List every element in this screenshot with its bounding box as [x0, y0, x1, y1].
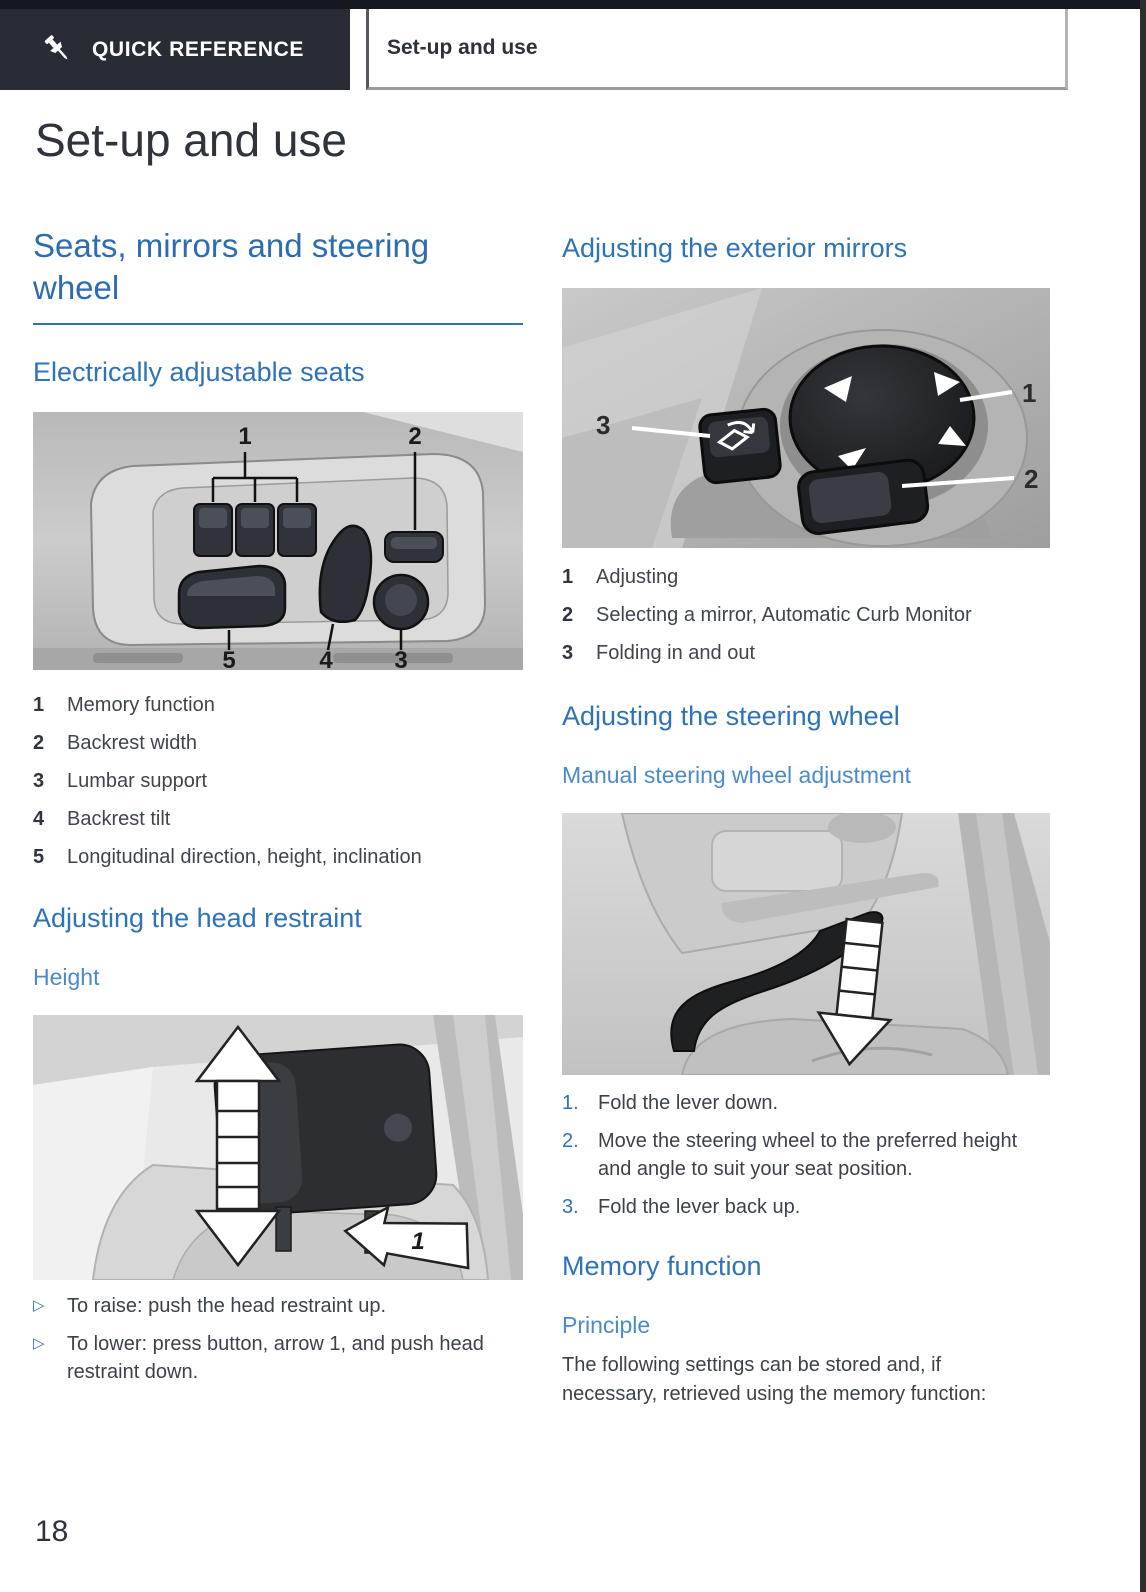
legend-number: 3 — [33, 770, 45, 792]
chapter-tab-label: Set-up and use — [387, 36, 538, 59]
mirror-controls-legend — [562, 566, 1050, 665]
step-number: 1. — [562, 1092, 579, 1114]
legend-item — [33, 732, 523, 755]
step-item — [562, 1089, 1050, 1117]
head-restraint-instructions — [33, 1292, 523, 1386]
legend-item — [33, 846, 523, 869]
page-number: 18 — [35, 1515, 69, 1548]
legend-item — [562, 566, 1050, 589]
step-text: Fold the lever back up. — [598, 1196, 801, 1218]
heading-manual-steering-wheel-adjustment: Manual steering wheel adjustment — [562, 762, 912, 788]
seat-controls-legend — [33, 694, 523, 869]
section-rule — [33, 323, 523, 325]
legend-text: Backrest tilt — [67, 808, 171, 830]
legend-text: Selecting a mirror, Automatic Curb Monitor — [596, 604, 972, 626]
legend-text: Memory function — [67, 694, 215, 716]
callout-2: 2 — [1024, 464, 1039, 494]
legend-number: 4 — [33, 808, 45, 830]
heading-memory-function: Memory function — [562, 1251, 762, 1281]
heading-adjusting-steering-wheel: Adjusting the steering wheel — [562, 701, 900, 731]
bullet-item — [33, 1292, 523, 1320]
heading-seats-mirrors-steering: Seats, mirrors and steering wheel — [33, 227, 430, 306]
memory-buttons — [194, 504, 316, 556]
heading-adjusting-head-restraint: Adjusting the head restraint — [33, 903, 362, 933]
mirror-fold-button — [699, 408, 782, 484]
left-column — [33, 225, 523, 1386]
legend-number: 1 — [33, 694, 45, 716]
legend-text: Backrest width — [67, 732, 198, 754]
heading-electrically-adjustable-seats: Electrically adjustable seats — [33, 357, 365, 387]
legend-number: 2 — [562, 604, 574, 626]
legend-number: 1 — [562, 566, 574, 588]
callout-1: 1 — [1022, 378, 1037, 408]
legend-item — [33, 694, 523, 717]
figure-steering-lever — [562, 813, 1050, 1075]
callout-5: 5 — [222, 647, 236, 670]
quick-reference-banner — [0, 9, 350, 90]
memory-function-paragraph: The following settings can be stored and, if necessary, retrieved using the memory function: — [562, 1354, 987, 1405]
top-black-bar — [0, 0, 1146, 9]
legend-item — [562, 642, 1050, 665]
page-right-edge — [1140, 0, 1146, 1592]
figure-mirror-controls — [562, 288, 1050, 548]
callout-4: 4 — [319, 647, 333, 670]
legend-number: 2 — [33, 732, 45, 754]
pushpin-icon — [42, 34, 70, 66]
heading-principle: Principle — [562, 1312, 651, 1338]
legend-item — [33, 770, 523, 793]
step-item — [562, 1193, 1050, 1221]
triangle-bullet-icon: ▷ — [33, 1335, 45, 1352]
callout-1: 1 — [411, 1228, 425, 1255]
step-number: 3. — [562, 1196, 579, 1218]
triangle-bullet-icon: ▷ — [33, 1297, 45, 1314]
step-number: 2. — [562, 1130, 579, 1152]
figure-seat-controls — [33, 412, 523, 670]
legend-number: 5 — [33, 846, 45, 868]
legend-number: 3 — [562, 642, 574, 664]
longitudinal-switch — [179, 566, 285, 628]
step-text: Fold the lever down. — [598, 1092, 779, 1114]
chapter-tab — [366, 9, 1068, 90]
steering-adjustment-steps — [562, 1089, 1050, 1221]
heading-height: Height — [33, 964, 100, 990]
legend-text: Folding in and out — [596, 642, 756, 664]
step-item — [562, 1127, 1050, 1183]
figure-head-restraint — [33, 1015, 523, 1280]
callout-2: 2 — [408, 423, 422, 450]
legend-text: Adjusting — [596, 566, 679, 588]
callout-1: 1 — [238, 423, 252, 450]
bullet-item — [33, 1330, 523, 1386]
legend-text: Longitudinal direction, height, inclination — [67, 846, 422, 868]
callout-3: 3 — [394, 647, 408, 670]
bullet-text: To raise: push the head restraint up. — [67, 1295, 387, 1317]
right-column — [562, 225, 1050, 1409]
legend-item — [33, 808, 523, 831]
bullet-text: To lower: press button, arrow 1, and push head restraint down. — [67, 1333, 484, 1383]
legend-text: Lumbar support — [67, 770, 208, 792]
callout-3: 3 — [596, 410, 611, 440]
heading-adjusting-exterior-mirrors: Adjusting the exterior mirrors — [562, 233, 908, 263]
page-title: Set-up and use — [35, 114, 348, 166]
quick-reference-label: QUICK REFERENCE — [92, 37, 305, 61]
mirror-select-rocker — [797, 458, 930, 535]
legend-item — [562, 604, 1050, 627]
step-text: Move the steering wheel to the preferred height and angle to suit your seat position. — [598, 1130, 1018, 1180]
